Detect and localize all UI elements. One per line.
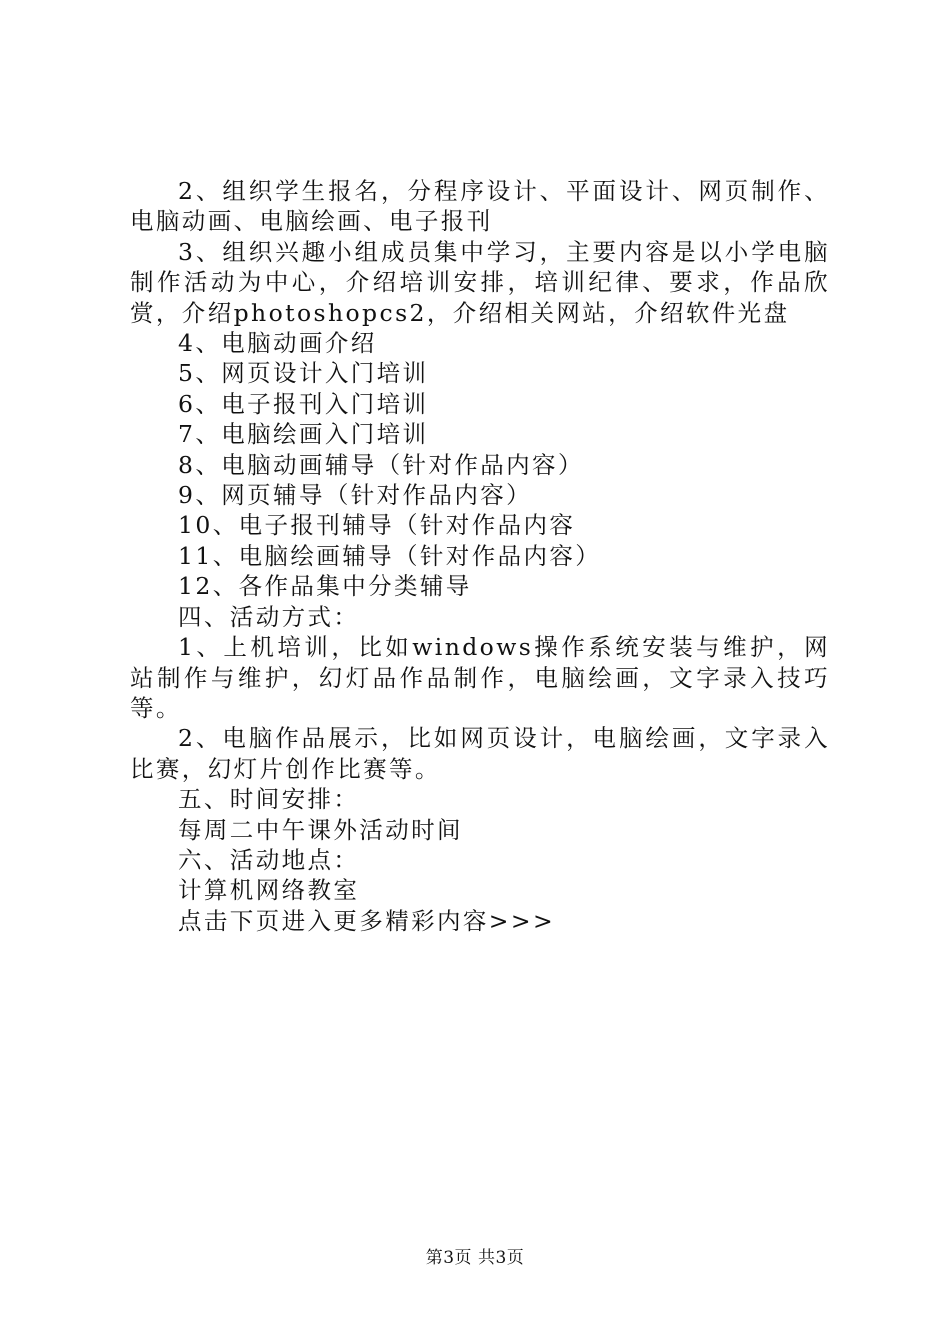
list-item-11: 11、电脑绘画辅导（针对作品内容） bbox=[178, 541, 602, 570]
method-item-2: 2、电脑作品展示，比如网页设计，电脑绘画，文字录入比赛，幻灯片创作比赛等。 bbox=[130, 724, 830, 783]
list-item-4: 4、电脑动画介绍 bbox=[178, 329, 377, 358]
section-heading-location: 六、活动地点： bbox=[178, 845, 360, 874]
list-item-12: 12、各作品集中分类辅导 bbox=[178, 572, 472, 601]
list-item-10: 10、电子报刊辅导（针对作品内容 bbox=[178, 511, 576, 540]
section-heading-activity-method: 四、活动方式： bbox=[178, 602, 360, 631]
section-heading-schedule: 五、时间安排： bbox=[178, 785, 360, 814]
page-number-footer: 第3页 共3页 bbox=[425, 1248, 525, 1268]
list-item-9: 9、网页辅导（针对作品内容） bbox=[178, 481, 533, 510]
next-page-link-text: 点击下页进入更多精彩内容>>> bbox=[178, 906, 556, 935]
method-item-1: 1、上机培训，比如windows操作系统安装与维护，网站制作与维护，幻灯品作品制作，电脑绘画，文字录入技巧等。 bbox=[130, 633, 830, 722]
document-body bbox=[130, 176, 830, 936]
location-text: 计算机网络教室 bbox=[178, 876, 360, 905]
list-item-7: 7、电脑绘画入门培训 bbox=[178, 420, 429, 449]
list-item-5: 5、网页设计入门培训 bbox=[178, 359, 429, 388]
schedule-text: 每周二中午课外活动时间 bbox=[178, 815, 463, 844]
list-item-8: 8、电脑动画辅导（针对作品内容） bbox=[178, 450, 584, 479]
paragraph-item-2: 2、组织学生报名，分程序设计、平面设计、网页制作、电脑动画、电脑绘画、电子报刊 bbox=[130, 177, 830, 236]
paragraph-item-3: 3、组织兴趣小组成员集中学习，主要内容是以小学电脑制作活动为中心，介绍培训安排，培训纪律、要求，作品欣赏，介绍photoshopcs2，介绍相关网站，介绍软件光盘 bbox=[130, 237, 830, 327]
list-item-6: 6、电子报刊入门培训 bbox=[178, 389, 429, 418]
